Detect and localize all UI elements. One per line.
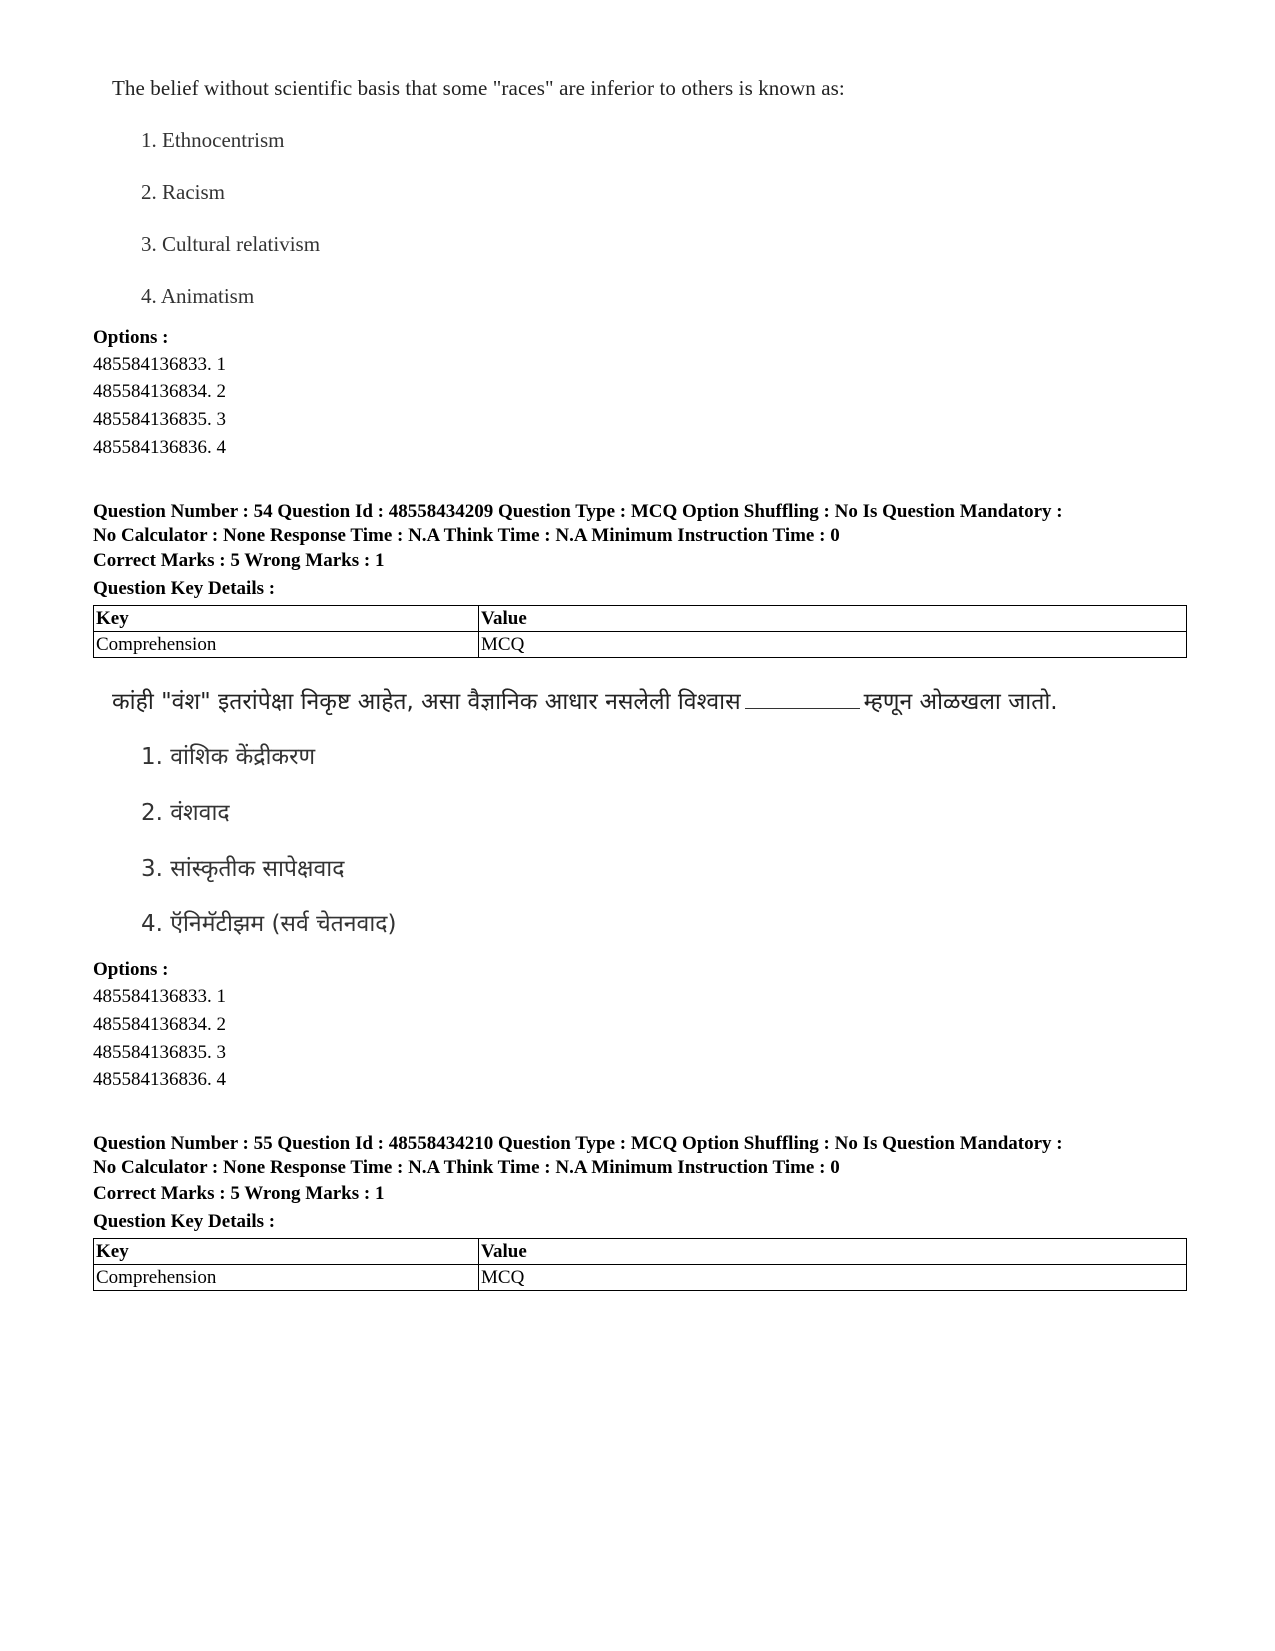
choice-item: 1. वांशिक केंद्रीकरण: [141, 744, 316, 770]
choice-item: 4. ऍनिमॅटीझम (सर्व चेतनवाद): [141, 911, 397, 937]
option-line: 485584136835. 3: [93, 1042, 226, 1063]
question-meta-line: Question Number : 55 Question Id : 48558434210 Question Type : MCQ Option Shuffling : No Is Question Mandatory :: [93, 1133, 1063, 1154]
question-meta-line: No Calculator : None Response Time : N.A Think Time : N.A Minimum Instruction Time : 0: [93, 1157, 840, 1178]
option-line: 485584136836. 4: [93, 437, 226, 458]
choice-item: 4. Animatism: [141, 284, 255, 308]
options-label: Options :: [93, 327, 169, 348]
choice-item: 2. Racism: [141, 180, 225, 204]
question-text-part: म्हणून ओळखला जातो.: [863, 689, 1058, 715]
option-line: 485584136833. 1: [93, 986, 226, 1007]
key-details-label: Question Key Details :: [93, 578, 276, 599]
key-details-label: Question Key Details :: [93, 1211, 276, 1232]
question-text-english: The belief without scientific basis that some "races" are inferior to others is known as:: [112, 76, 845, 100]
question-meta-line: No Calculator : None Response Time : N.A Think Time : N.A Minimum Instruction Time : 0: [93, 525, 840, 546]
question-meta: [93, 500, 1203, 548]
table-header-key: Key: [94, 1239, 479, 1265]
table-cell-key: Comprehension: [94, 1265, 479, 1291]
option-line: 485584136833. 1: [93, 354, 226, 375]
table-header-value: Value: [479, 606, 1187, 632]
table-cell-value: MCQ: [479, 1265, 1187, 1291]
question-meta: [93, 1132, 1203, 1180]
option-line: 485584136834. 2: [93, 1014, 226, 1035]
answer-blank: [745, 690, 860, 709]
table-header-row: [94, 606, 1187, 632]
table-header-row: [94, 1239, 1187, 1265]
table-header-key: Key: [94, 606, 479, 632]
option-line: 485584136836. 4: [93, 1069, 226, 1090]
choice-item: 2. वंशवाद: [141, 800, 230, 826]
question-meta-line: Question Number : 54 Question Id : 48558434209 Question Type : MCQ Option Shuffling : No Is Question Mandatory :: [93, 501, 1063, 522]
choice-item: 3. Cultural relativism: [141, 232, 321, 256]
marks-line: Correct Marks : 5 Wrong Marks : 1: [93, 1183, 385, 1204]
options-label: Options :: [93, 959, 169, 980]
question-text-part: कांही "वंश" इतरांपेक्षा निकृष्ट आहेत, असा वैज्ञानिक आधार नसलेली विश्वास: [112, 689, 741, 715]
question-text-marathi: [112, 684, 1058, 716]
table-header-value: Value: [479, 1239, 1187, 1265]
table-cell-key: Comprehension: [94, 632, 479, 658]
choice-item: 3. सांस्कृतीक सापेक्षवाद: [141, 856, 345, 882]
table-row: [94, 632, 1187, 658]
table-row: [94, 1265, 1187, 1291]
option-line: 485584136835. 3: [93, 409, 226, 430]
key-details-table: [93, 605, 1187, 658]
option-line: 485584136834. 2: [93, 381, 226, 402]
key-details-table: [93, 1238, 1187, 1291]
choice-item: 1. Ethnocentrism: [141, 128, 285, 152]
marks-line: Correct Marks : 5 Wrong Marks : 1: [93, 550, 385, 571]
table-cell-value: MCQ: [479, 632, 1187, 658]
